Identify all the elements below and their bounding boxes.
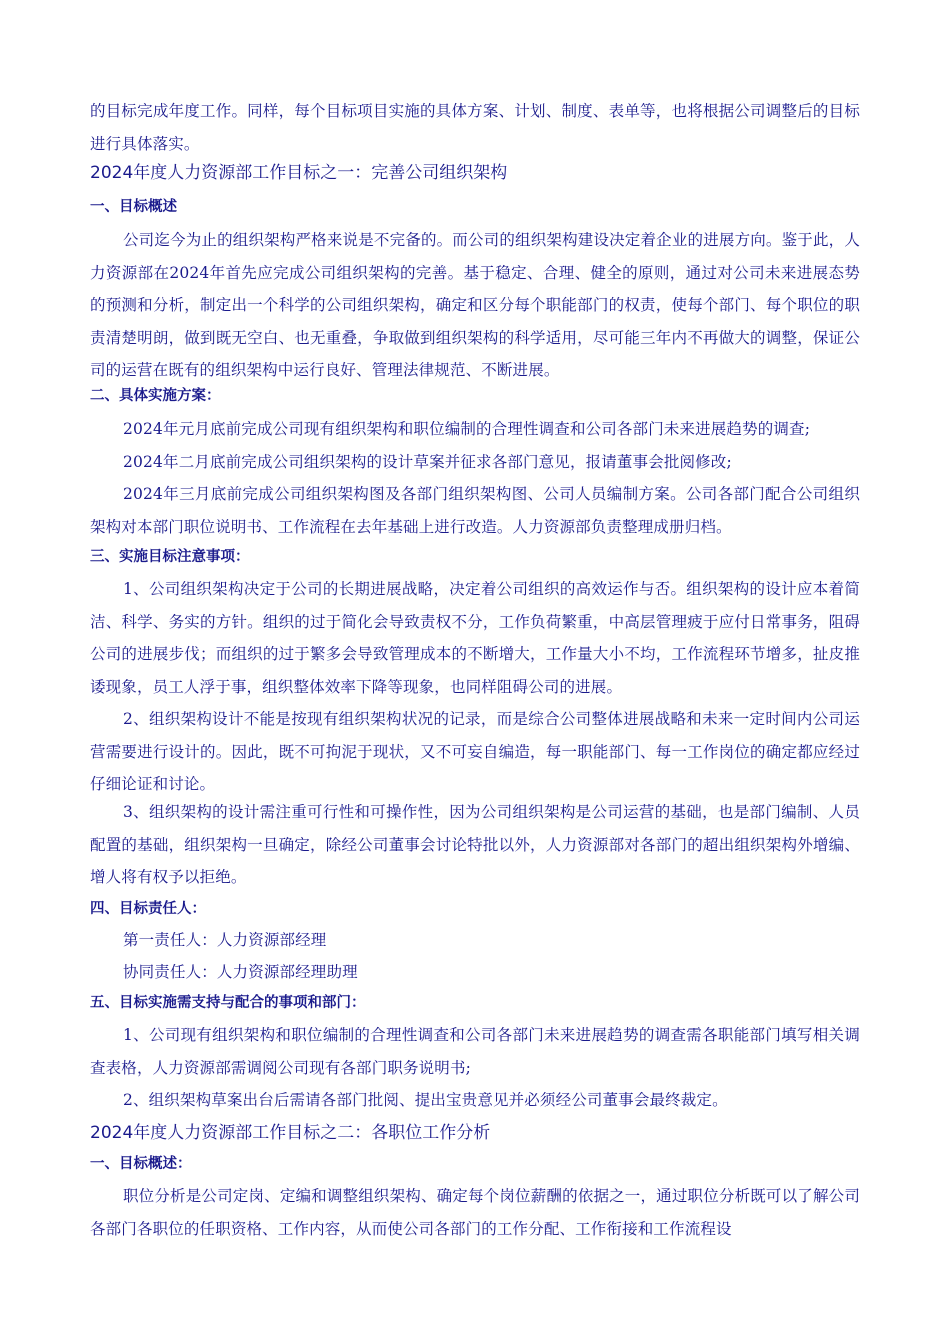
goal-1-title: 2024年度人力资源部工作目标之一：完善公司组织架构	[90, 163, 508, 183]
section-5-heading: 五、目标实施需支持与配合的事项和部门：	[90, 995, 366, 1011]
section-5-item-1: 1、公司现有组织架构和职位编制的合理性调查和公司各部门未来进展趋势的调查需各职能部门填写相关调查表格，人力资源部需调阅公司现有各部门职务说明书;	[90, 1026, 860, 1077]
section-1-paragraph: 公司迄今为止的组织架构严格来说是不完备的。而公司的组织架构建设决定着企业的进展方向。鉴于此，人力资源部在2024年首先应完成公司组织架构的完善。基于稳定、合理、健全的原则，通过对公司未来进展态势的预测和分析，制定出一个科学的公司组织架构，确定和区分每个职能部门的权责，使每个部门、每个职位的职责清楚明朗，做到既无空白、也无重叠，争取做到组织架构的科学适用，尽可能三年内不再做大的调整，保证公司的运营在既有的组织架构中运行良好、管理法律规范、不断进展。	[90, 231, 860, 379]
goal-2-section-1-paragraph: 职位分析是公司定岗、定编和调整组织架构、确定每个岗位薪酬的依据之一，通过职位分析既可以了解公司各部门各职位的任职资格、工作内容，从而使公司各部门的工作分配、工作衔接和工作流程设	[90, 1187, 860, 1238]
intro-paragraph: 的目标完成年度工作。同样，每个目标项目实施的具体方案、计划、制度、表单等，也将根据公司调整后的目标进行具体落实。	[90, 102, 860, 153]
section-2-item-3: 2024年三月底前完成公司组织架构图及各部门组织架构图、公司人员编制方案。公司各部门配合公司组织架构对本部门职位说明书、工作流程在去年基础上进行改造。人力资源部负责整理成册归档。	[90, 485, 860, 536]
section-5-item-2: 2、组织架构草案出台后需请各部门批阅、提出宝贵意见并必须经公司董事会最终裁定。	[123, 1091, 728, 1109]
section-2-heading: 二、具体实施方案：	[90, 388, 221, 404]
section-3-item-1: 1、公司组织架构决定于公司的长期进展战略，决定着公司组织的高效运作与否。组织架构的设计应本着简洁、科学、务实的方针。组织的过于简化会导致责权不分，工作负荷繁重，中高层管理疲于应付日常事务，阻碍公司的进展步伐；而组织的过于繁多会导致管理成本的不断增大，工作量大小不均，工作流程环节增多，扯皮推诿现象，员工人浮于事，组织整体效率下降等现象，也同样阻碍公司的进展。	[90, 580, 860, 696]
section-4-item-1: 第一责任人：人力资源部经理	[123, 931, 327, 949]
section-3-item-2: 2、组织架构设计不能是按现有组织架构状况的记录，而是综合公司整体进展战略和未来一定时间内公司运营需要进行设计的。因此，既不可拘泥于现状，又不可妄自编造，每一职能部门、每一工作岗位的确定都应经过仔细论证和讨论。	[90, 710, 860, 793]
section-2-item-2: 2024年二月底前完成公司组织架构的设计草案并征求各部门意见，报请董事会批阅修改;	[123, 453, 732, 471]
section-3-item-3: 3、组织架构的设计需注重可行性和可操作性，因为公司组织架构是公司运营的基础，也是部门编制、人员配置的基础，组织架构一旦确定，除经公司董事会讨论特批以外，人力资源部对各部门的超出组织架构外增编、增人将有权予以拒绝。	[90, 803, 860, 886]
section-4-heading: 四、目标责任人：	[90, 901, 206, 917]
section-3-heading: 三、实施目标注意事项：	[90, 549, 250, 565]
section-1-heading: 一、目标概述	[90, 199, 177, 215]
section-2-item-1: 2024年元月底前完成公司现有组织架构和职位编制的合理性调查和公司各部门未来进展趋势的调查;	[123, 420, 811, 438]
goal-2-title: 2024年度人力资源部工作目标之二：各职位工作分析	[90, 1123, 491, 1143]
section-4-item-2: 协同责任人：人力资源部经理助理	[123, 963, 358, 981]
goal-2-section-1-heading: 一、目标概述：	[90, 1156, 192, 1172]
